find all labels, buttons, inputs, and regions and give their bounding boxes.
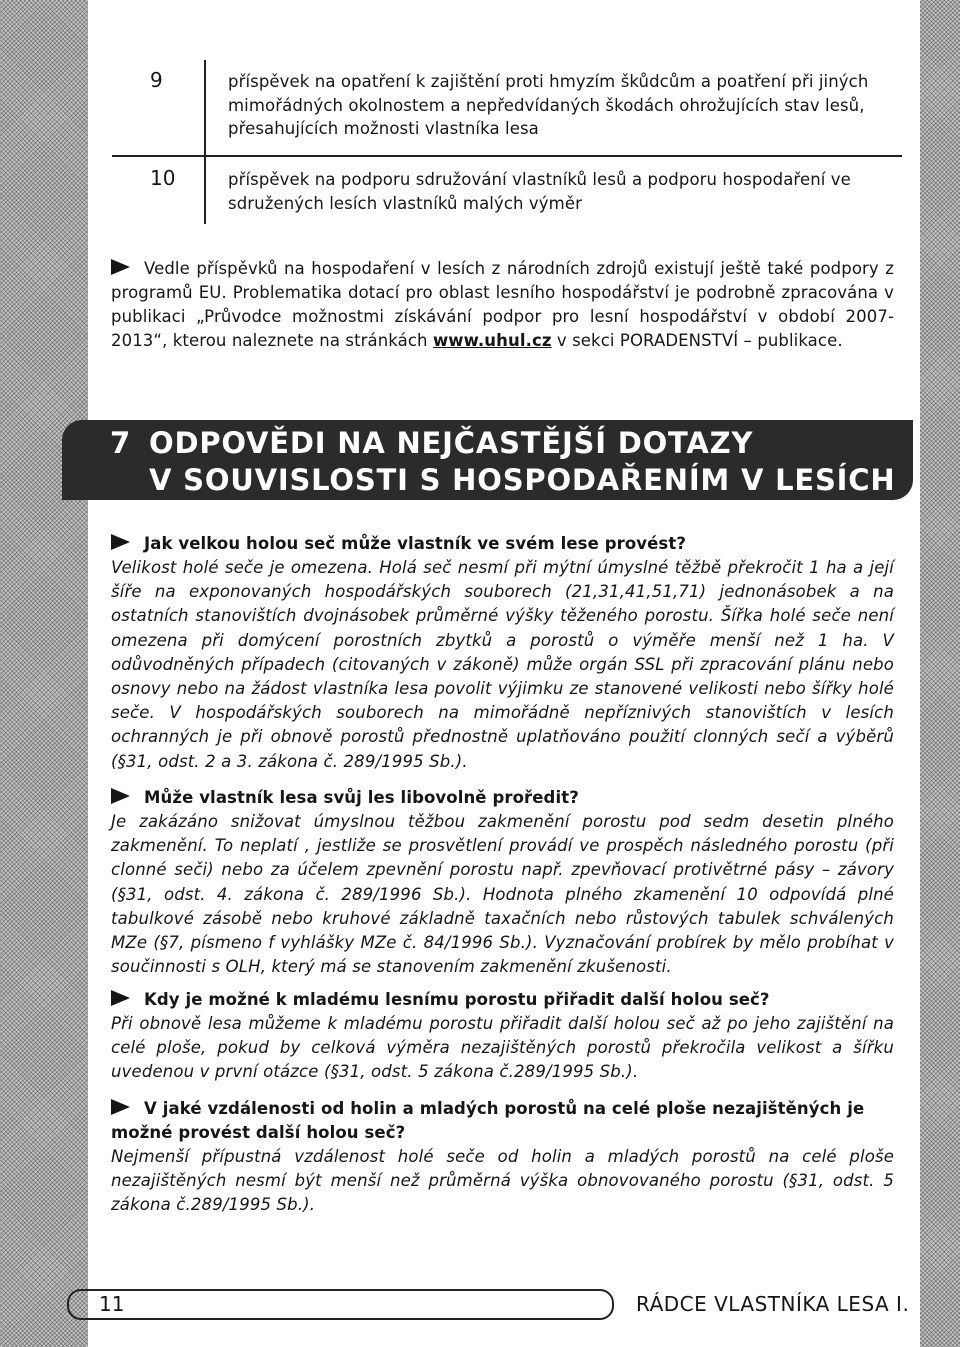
arrow-bullet-icon — [111, 534, 130, 550]
section-title-line-2: V SOUVISLOSTI S HOSPODAŘENÍM V LESÍCH — [149, 463, 896, 497]
footer-page-box — [67, 1289, 614, 1320]
faq-question-text: Kdy je možné k mladému lesnímu porostu přiřadit další holou seč? — [144, 990, 770, 1009]
arrow-bullet-icon — [111, 1099, 130, 1115]
faq-item — [111, 1097, 894, 1218]
list-item — [112, 68, 902, 154]
section-number: 7 — [110, 426, 131, 460]
faq-answer: Při obnově lesa můžeme k mladému porostu přiřadit další holou seč až po jeho zajištění na celé ploše, pokud by celková výměra nezajištěných porostů překročila velikost a šířku uvedenou v první otázce (§31, odst. 5 zákona č.289/1995 Sb.). — [111, 1014, 894, 1082]
faq-answer: Nejmenší přípustná vzdálenost holé seče od holin a mladých porostů na celé ploše nezajištěných nesmí být menší než průměrná výška obnovovaného porostu (§31, odst. 5 zákona č.289/1995 Sb.). — [111, 1147, 894, 1215]
section-heading — [62, 420, 913, 500]
intro-paragraph — [111, 257, 894, 353]
list-item — [112, 166, 902, 218]
list-item-number: 10 — [150, 166, 176, 190]
faq-question — [111, 988, 894, 1012]
intro-text-1: Vedle příspěvků na hospodaření v lesích z národních zdrojů existují ještě také podpory z programů EU. Problematika dotací pro oblast lesního hospodářství je podrobně zpracována v publikaci „Průvodce možnostmi získávání podpor pro lesní hospodářství v období 2007-2013“, kterou naleznete na stránkách — [111, 259, 894, 350]
faq-question — [111, 786, 894, 810]
faq-question-text: V jaké vzdálenosti od holin a mladých porostů na celé ploše nezajištěných je možné provést další holou seč? — [111, 1099, 865, 1142]
list-divider — [112, 155, 902, 157]
section-title-line-1: ODPOVĚDI NA NEJČASTĚJŠÍ DOTAZY — [149, 426, 754, 460]
faq-item — [111, 988, 894, 1085]
faq-item — [111, 786, 894, 979]
faq-question-text: Jak velkou holou seč může vlastník ve svém lese provést? — [144, 534, 687, 553]
list-item-text: příspěvek na podporu sdružování vlastníků lesů a podporu hospodaření ve sdružených lesích vlastníků malých výměr — [228, 170, 851, 213]
page-number: 11 — [99, 1292, 125, 1316]
faq-answer: Je zakázáno snižovat úmyslnou těžbou zakmenění porostu pod sedm desetin plného zakmenění. To neplatí , jestliže se prosvětlení provádí ve prospěch následného porostu (při clonné seči) nebo za účelem zpevnění porostu např. zpevňovací protivětrné pásy – závory (§31, odst. 4. zákona č. 289/1996 Sb.). Hodnota plného zkamenění 10 odpovídá plné tabulkové zásobě nebo kruhové základně taxačních nebo růstových tabulek schválených MZe (§7, písmeno f vyhlášky MZe č. 84/1996 Sb.). Vyznačování probírek by mělo probíhat v součinnosti s OLH, který má se stanovením zakmenění zkušenosti. — [111, 812, 894, 977]
website-link[interactable]: www.uhul.cz — [432, 331, 552, 350]
arrow-bullet-icon — [111, 788, 130, 804]
arrow-bullet-icon — [111, 990, 130, 1006]
faq-answer: Velikost holé seče je omezena. Holá seč nesmí při mýtní úmyslné těžbě překročit 1 ha a její šíře na exponovaných hospodářských souborech (21,31,41,51,71) jednonásobek a na ostatních stanovištích dvojnásobek průměrné výšky těženého porostu. Šířka holé seče není omezena při domýcení porostních zbytků a porostů o výměře menší než 1 ha. V odůvodněných případech (citovaných v zákoně) může orgán SSL při zpracování plánu nebo osnovy nebo na žádost vlastníka lesa povolit výjimku ze stanovené velikosti nebo šířky holé seče. V hospodářských souborech na mimořádně nepříznivých stanovištích v lesích ochranných je při obnově porostů přednostně uplatňováno použití clonných sečí a výběrů (§31, odst. 2 a 3. zákona č. 289/1995 Sb.). — [111, 558, 894, 771]
arrow-bullet-icon — [111, 259, 130, 275]
faq-item — [111, 532, 894, 774]
faq-question — [111, 532, 894, 556]
list-item-text: příspěvek na opatření k zajištění proti hmyzím škůdcům a poatření při jiných mimořádných okolnostem a nepředvídaných škodách ohrožujících stav lesů, přesahujících možnosti vlastníka lesa — [228, 72, 869, 138]
list-item-number: 9 — [150, 68, 163, 92]
intro-text-2: v sekci PORADENSTVÍ – publikace. — [551, 331, 843, 350]
faq-question-text: Může vlastník lesa svůj les libovolně proředit? — [144, 788, 579, 807]
footer-publication-title: RÁDCE VLASTNÍKA LESA I. — [636, 1292, 910, 1316]
decorative-margin-left — [0, 0, 88, 1347]
section-heading-line-1 — [110, 425, 753, 461]
decorative-margin-right — [920, 0, 960, 1347]
faq-question — [111, 1097, 894, 1145]
